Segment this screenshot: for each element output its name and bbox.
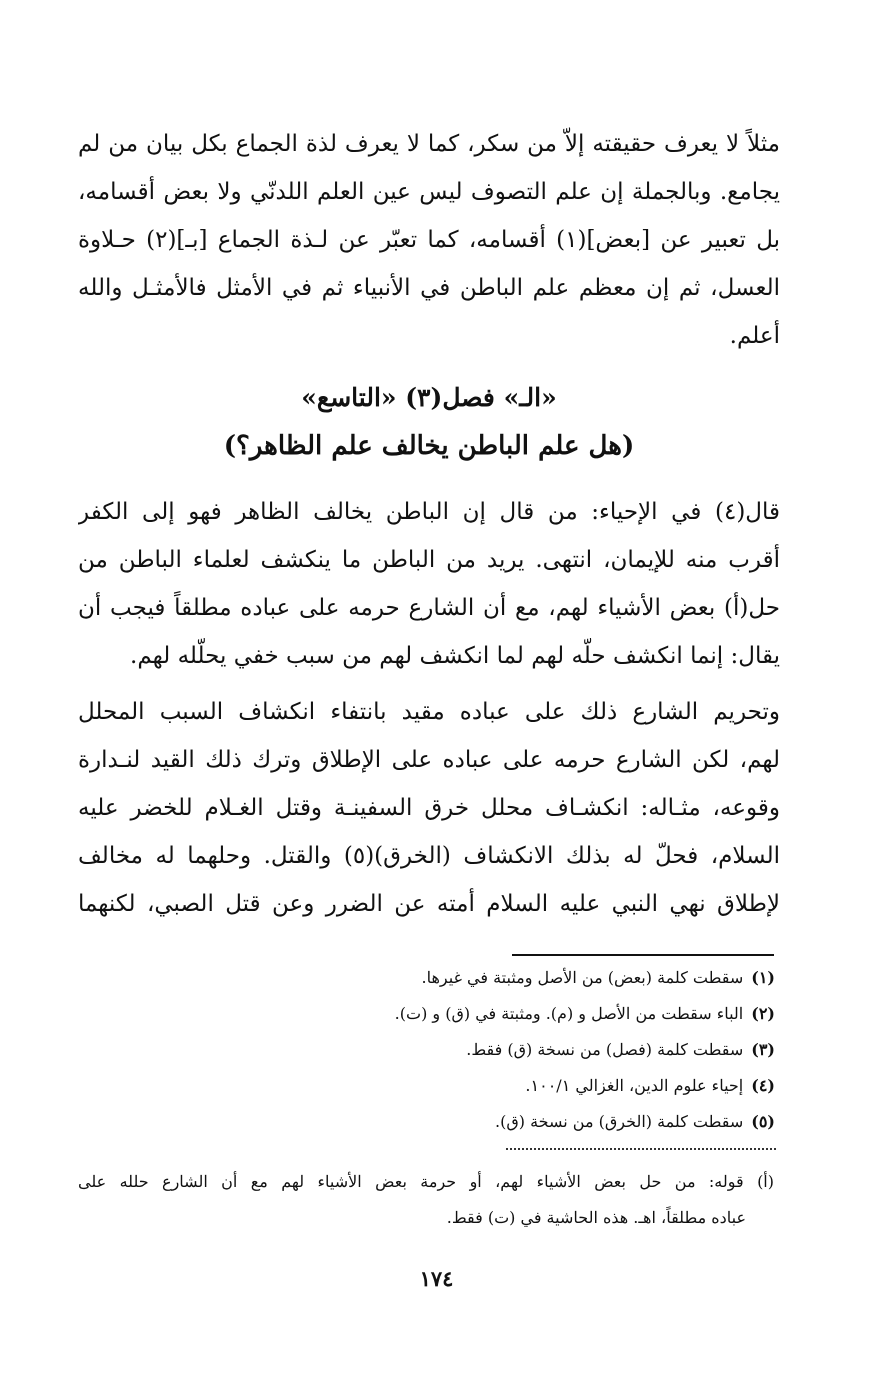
footnote [78,1104,775,1140]
footnote-number: (٤) [751,1076,775,1095]
paragraph-2 [78,488,780,680]
footnote-text: الباء سقطت من الأصل و (م). ومثبتة في (ق) و (ت). [394,1004,744,1023]
text-line: أعلم. [729,323,780,349]
text-line: مثلاً لا يعرف حقيقته إلاّ من سكر، كما لا يعرف لذة الجماع بكل بيان من لم [78,131,780,157]
text-line: وقوعه، مثـاله: انكشـاف محلل خرق السفينـة وقتل الغـلام للخضر عليه [78,795,780,821]
text-line: قال(٤) في الإحياء: من قال إن الباطن يخالف الظاهر فهو إلى الكفر [78,499,780,525]
footnote-separator [512,954,774,956]
footnote [78,1068,775,1104]
footnote-text: إحياء علوم الدين، الغزالي ١٠٠/١. [525,1076,744,1095]
text-line: لهم، لكن الشارع حرمه على عباده على الإطلاق وترك ذلك القيد لنـدارة [78,747,780,773]
text-line: أقرب منه للإيمان، انتهى. يريد من الباطن ما ينكشف لعلماء الباطن من [78,547,780,573]
footnote-number: (٥) [751,1112,775,1131]
footnote [78,1032,775,1068]
footnote [78,960,775,996]
text-line: يقال: إنما انكشف حلّه لهم لما انكشف لهم من سبب خفي يحلّله لهم. [130,643,780,669]
section-heading: «الـ» فصل(٣) «التاسع» [301,383,557,412]
paragraph-3 [78,688,780,928]
marginal-note-line: (أ) قوله: من حل بعض الأشياء لهم، أو حرمة بعض الأشياء لهم مع أن الشارع حلله على [78,1172,774,1191]
footnote-text: سقطت كلمة (بعض) من الأصل ومثبتة في غيرها. [421,968,744,987]
footnote-number: (٢) [751,1004,775,1023]
paragraph-1 [78,120,780,360]
text-line: بل تعبير عن [بعض](١) أقسامه، كما تعبّر عن لـذة الجماع [بـ](٢) حـلاوة [78,227,780,253]
text-line: وتحريم الشارع ذلك على عباده مقيد بانتفاء انكشاف السبب المحلل [78,699,780,725]
text-line: يجامع. وبالجملة إن علم التصوف ليس عين العلم اللدنّي ولا بعض أقسامه، [78,179,780,205]
marginal-note-separator [506,1148,776,1150]
page-number: ١٧٤ [419,1266,454,1291]
footnote-number: (١) [751,968,775,987]
marginal-note-line: عباده مطلقاً، اهـ. هذه الحاشية في (ت) فقط. [446,1208,746,1227]
marginal-note [78,1164,774,1236]
footnote-text: سقطت كلمة (فصل) من نسخة (ق) فقط. [466,1040,744,1059]
text-line: السلام، فحلّ له بذلك الانكشاف (الخرق)(٥) والقتل. وحلهما له مخالف [78,843,780,869]
footnote-text: سقطت كلمة (الخرق) من نسخة (ق). [495,1112,744,1131]
text-line: حل(أ) بعض الأشياء لهم، مع أن الشارع حرمه على عباده مطلقاً فيجب أن [78,595,780,621]
text-line: العسل، ثم إن معظم علم الباطن في الأنبياء ثم في الأمثل فالأمثـل والله [78,275,780,301]
section-subheading: (هل علم الباطن يخالف علم الظاهر؟) [223,431,635,461]
text-line: لإطلاق نهي النبي عليه السلام أمته عن الضرر وعن قتل الصبي، لكنهما [78,891,780,917]
footnote-number: (٣) [751,1040,775,1059]
footnote [78,996,775,1032]
